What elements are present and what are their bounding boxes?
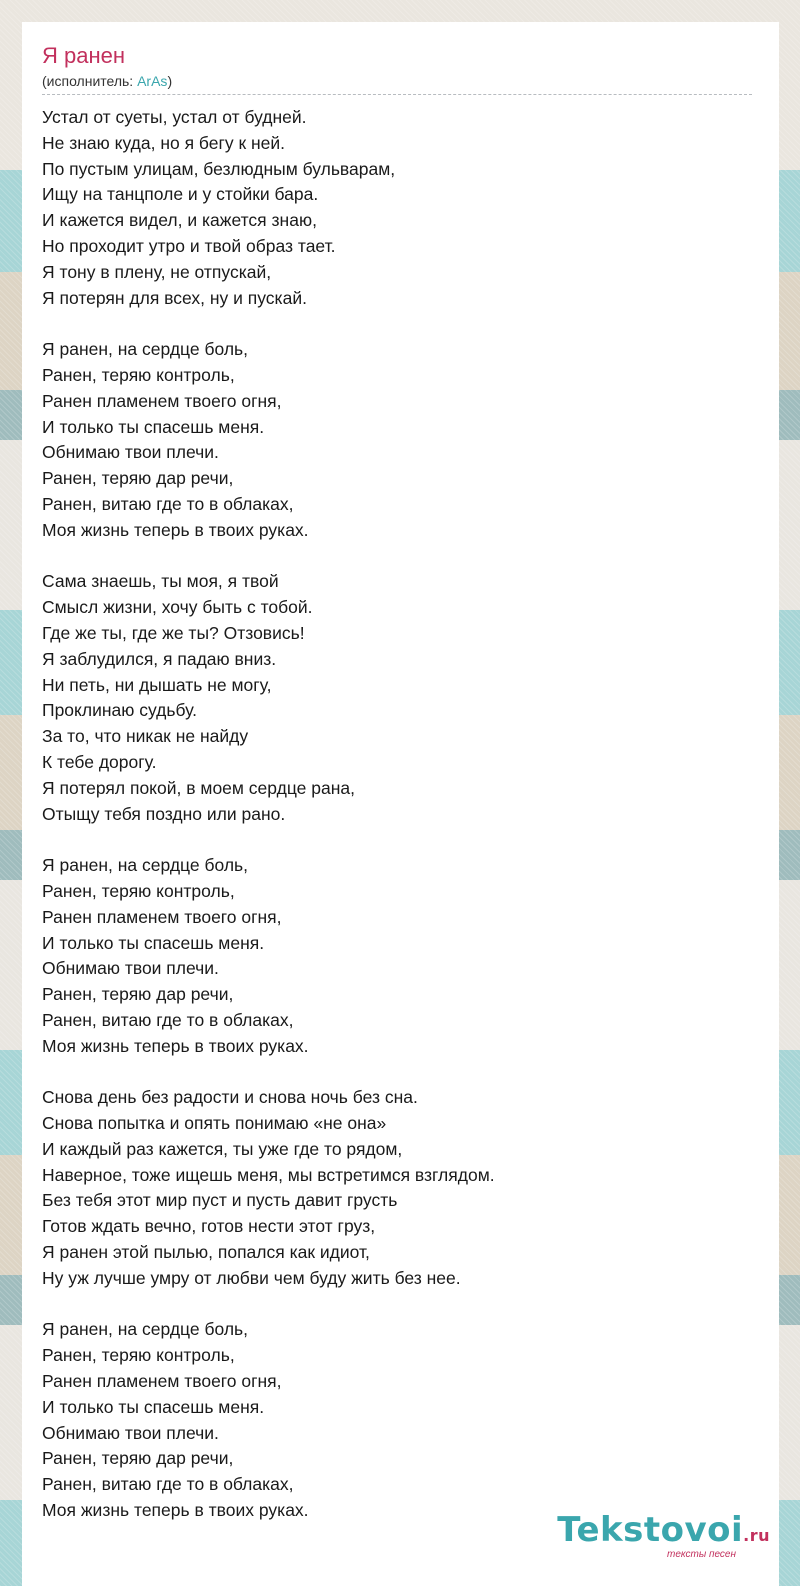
logo-tld: .ru	[743, 1526, 770, 1545]
lyrics-line: Я тону в плену, не отпускай,	[42, 261, 272, 282]
lyrics-line: Отыщу тебя поздно или рано.	[42, 803, 286, 824]
lyrics-line: Я потерян для всех, ну и пускай.	[42, 287, 307, 308]
lyrics-line: Я ранен, на сердце боль,	[42, 1319, 249, 1340]
lyrics-line: Я ранен этой пылью, попался как идиот,	[42, 1242, 370, 1263]
logo-tagline: тексты песен	[667, 1549, 736, 1560]
lyrics-line: Я заблудился, я падаю вниз.	[42, 648, 277, 669]
lyrics-line: Ранен, теряю дар речи,	[42, 1448, 234, 1469]
lyrics-line: Смысл жизни, хочу быть с тобой.	[42, 597, 313, 618]
performer-prefix: (исполнитель:	[42, 73, 138, 89]
lyrics-line: Снова попытка и опять понимаю «не она»	[42, 1113, 387, 1134]
lyrics-line: Но проходит утро и твой образ тает.	[42, 235, 336, 256]
performer-line	[42, 72, 759, 90]
lyrics-line: Устал от суеты, устал от будней.	[42, 107, 307, 127]
lyrics-line: Обнимаю твои плечи.	[42, 442, 219, 463]
lyrics-line: Я потерял покой, в моем сердце рана,	[42, 777, 355, 798]
site-logo[interactable]	[557, 1510, 770, 1560]
lyrics-line: К тебе дорогу.	[42, 751, 157, 772]
lyrics-stanza	[42, 569, 759, 827]
logo-name: Tekstovoi	[557, 1510, 744, 1550]
lyrics-line: Без тебя этот мир пуст и пусть давит грусть	[42, 1190, 398, 1211]
lyrics-line: Готов ждать вечно, готов нести этот груз,	[42, 1216, 376, 1237]
lyrics-text	[42, 105, 759, 1524]
lyrics-line: Ну уж лучше умру от любви чем буду жить без нее.	[42, 1267, 461, 1288]
lyrics-line: Где же ты, где же ты? Отзовись!	[42, 622, 305, 643]
lyrics-line: И каждый раз кажется, ты уже где то рядом,	[42, 1138, 403, 1159]
lyrics-line: Ранен, витаю где то в облаках,	[42, 1474, 294, 1495]
lyrics-line: И только ты спасешь меня.	[42, 1396, 265, 1417]
lyrics-stanza	[42, 1085, 759, 1291]
lyrics-line: Моя жизнь теперь в твоих руках.	[42, 519, 309, 540]
title-divider	[42, 94, 752, 95]
lyrics-line: Ранен, теряю дар речи,	[42, 984, 234, 1005]
song-title: Я ранен	[42, 43, 126, 68]
lyrics-line: Ранен, теряю контроль,	[42, 364, 235, 385]
lyrics-line: Моя жизнь теперь в твоих руках.	[42, 1035, 309, 1056]
lyrics-card	[22, 22, 779, 1586]
lyrics-line: Сама знаешь, ты моя, я твой	[42, 571, 279, 592]
lyrics-line: Ранен, витаю где то в облаках,	[42, 493, 294, 514]
lyrics-line: Наверное, тоже ищешь меня, мы встретимся взглядом.	[42, 1164, 495, 1185]
lyrics-line: Обнимаю твои плечи.	[42, 1422, 219, 1443]
lyrics-line: И только ты спасешь меня.	[42, 932, 265, 953]
lyrics-line: По пустым улицам, безлюдным бульварам,	[42, 158, 396, 179]
lyrics-line: Снова день без радости и снова ночь без сна.	[42, 1087, 418, 1108]
lyrics-line: Ранен пламенем твоего огня,	[42, 906, 282, 927]
lyrics-line: Ранен, витаю где то в облаках,	[42, 1009, 294, 1030]
lyrics-line: Ранен, теряю контроль,	[42, 880, 235, 901]
lyrics-stanza	[42, 853, 759, 1059]
lyrics-line: Ни петь, ни дышать не могу,	[42, 674, 272, 695]
lyrics-line: И только ты спасешь меня.	[42, 416, 265, 437]
lyrics-line: Ищу на танцполе и у стойки бара.	[42, 184, 319, 205]
lyrics-line: За то, что никак не найду	[42, 726, 249, 747]
lyrics-line: Моя жизнь теперь в твоих руках.	[42, 1500, 309, 1521]
lyrics-line: Ранен, теряю контроль,	[42, 1345, 235, 1366]
lyrics-line: Ранен, теряю дар речи,	[42, 468, 234, 489]
performer-suffix: )	[167, 73, 173, 89]
lyrics-line: Я ранен, на сердце боль,	[42, 855, 249, 876]
logo-wordmark	[557, 1510, 770, 1553]
lyrics-line: Не знаю куда, но я бегу к ней.	[42, 132, 286, 153]
lyrics-stanza	[42, 105, 759, 311]
lyrics-line: Ранен пламенем твоего огня,	[42, 390, 282, 411]
lyrics-stanza	[42, 337, 759, 543]
lyrics-line: Проклинаю судьбу.	[42, 700, 198, 721]
lyrics-line: Обнимаю твои плечи.	[42, 958, 219, 979]
lyrics-line: Я ранен, на сердце боль,	[42, 339, 249, 360]
lyrics-line: И кажется видел, и кажется знаю,	[42, 210, 317, 231]
lyrics-stanza	[42, 1317, 759, 1523]
lyrics-line: Ранен пламенем твоего огня,	[42, 1371, 282, 1392]
performer-link[interactable]: ArAs	[137, 73, 168, 89]
